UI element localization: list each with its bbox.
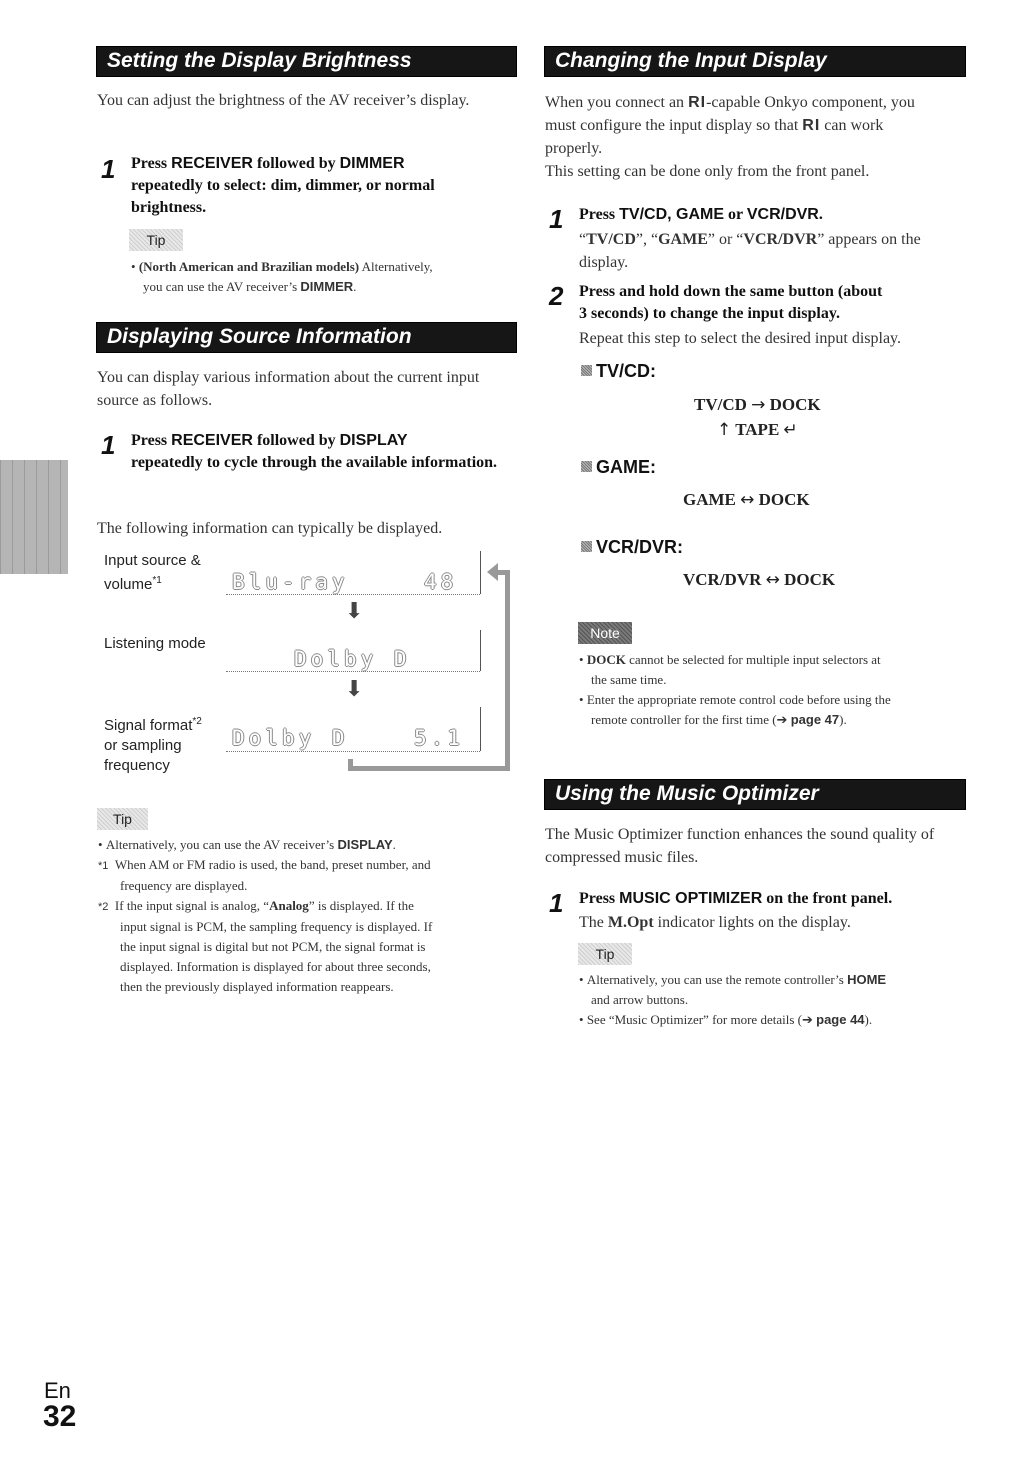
return-left-arrow-icon: ↵ — [783, 420, 798, 440]
step-number: 2 — [549, 281, 564, 311]
row2-label: Listening mode — [104, 635, 206, 652]
row3-label: Signal format$^{*2}$ or sampling frequency — [104, 716, 202, 774]
music-opt-step: Press MUSIC OPTIMIZER on the front panel. — [579, 890, 893, 907]
page-ref-link[interactable]: page 47 — [790, 712, 840, 727]
bidirectional-arrow-icon: ↔ — [765, 570, 780, 590]
page-ref-arrow-icon: ➔ — [801, 1013, 813, 1028]
section-title: Displaying Source Information — [107, 325, 412, 348]
tvcd-flow: TV/CD → DOCK — [694, 395, 821, 415]
source-info-intro: You can display various information about the current input source as follows. — [97, 369, 480, 409]
section-title: Changing the Input Display — [555, 49, 827, 72]
tip-badge: Tip — [578, 943, 632, 965]
brightness-intro: You can adjust the brightness of the AV receiver’s display. — [97, 92, 470, 109]
lcd-row1-source: Blu-ray — [232, 570, 349, 594]
input-step1: Press TV/CD, GAME or VCR/DVR. — [579, 206, 823, 223]
lcd-row3-format: Dolby D — [232, 726, 349, 750]
page-ref-link[interactable]: page 44 — [816, 1012, 865, 1027]
note-badge: Note — [578, 622, 632, 644]
section-title: Using the Music Optimizer — [555, 782, 819, 805]
tip-badge: Tip — [129, 229, 183, 251]
step-number: 1 — [549, 204, 564, 234]
vcr-flow: VCR/DVR ↔ DOCK — [683, 570, 836, 590]
music-opt-intro: The Music Optimizer function enhances the sound quality of compressed music files. — [545, 826, 935, 866]
brightness-tip-line1: • (North American and Brazilian models) Alternatively, — [131, 259, 433, 274]
lcd-row3-channels: 5.1 — [414, 726, 464, 750]
lcd-row1-volume: 48 — [424, 570, 458, 594]
music-opt-step-desc: The M.Opt indicator lights on the display. — [579, 914, 851, 931]
input-step2: Press and hold down the same button (about 3 seconds) to change the input display. — [579, 283, 883, 322]
lcd-row2-mode: Dolby D — [294, 647, 411, 671]
return-loop-line — [348, 759, 510, 771]
return-up-arrow-icon: ↑ — [717, 420, 732, 440]
bidirectional-arrow-icon: ↔ — [740, 490, 755, 510]
section-header-brightness — [96, 46, 517, 77]
music-tip-line2: • See “Music Optimizer” for more details (➔ page 44). — [579, 1012, 873, 1028]
note-line2: • Enter the appropriate remote control code before using the remote controller for the first time (➔ page 47). — [579, 692, 891, 728]
down-arrow-icon: ⬇ — [345, 677, 364, 702]
following-info-text: The following information can typically be displayed. — [97, 520, 443, 537]
music-tip-line1: • Alternatively, you can use the remote controller’s HOME and arrow buttons. — [579, 972, 887, 1007]
game-subheading: GAME: — [581, 457, 656, 478]
brightness-tip-line2: you can use the AV receiver’s DIMMER. — [143, 279, 357, 294]
right-arrow-icon: → — [751, 395, 766, 415]
input-display-intro: When you connect an RI-capable Onkyo component, you must configure the input display so that RI can work properly. This setting can be done only from the front panel. — [545, 94, 915, 180]
square-bullet-icon — [581, 461, 592, 472]
brightness-step: Press RECEIVER followed by DIMMER repeatedly to select: dim, dimmer, or normal brightness. — [131, 155, 435, 216]
return-loop-vertical — [505, 573, 510, 767]
dimmer-button-label: DIMMER — [339, 155, 405, 172]
footnote-2: *2 If the input signal is analog, “Analog” is displayed. If the input signal is PCM, the sampling frequency is displayed. If the input signal is digital but not PCM, the signal format is displayed. Information is displayed for about three seconds, then the previously displayed information reappears. — [98, 898, 433, 994]
ri-logo: RI — [802, 117, 821, 134]
tip-badge: Tip — [97, 808, 148, 830]
page-ref-arrow-icon: ➔ — [776, 713, 788, 728]
step-number: 1 — [101, 154, 116, 184]
side-tab — [0, 460, 68, 574]
tvcd-subheading: TV/CD: — [581, 361, 656, 382]
source-info-step: Press RECEIVER followed by DISPLAY repeatedly to cycle through the available information. — [131, 432, 498, 471]
game-flow: GAME ↔ DOCK — [683, 490, 810, 510]
receiver-button-label: RECEIVER — [171, 155, 253, 172]
note-line1: • DOCK cannot be selected for multiple input selectors at the same time. — [579, 652, 881, 687]
row1-label: Input source & volume$^{*1}$ — [104, 552, 201, 593]
input-step1-desc: “TV/CD”, “GAME” or “VCR/DVR” appears on the display. — [579, 231, 921, 271]
step-number: 1 — [101, 430, 116, 460]
tvcd-flow-return: ↑ TAPE ↵ — [717, 420, 798, 440]
footnote-1: *1 When AM or FM radio is used, the band, preset number, and frequency are displayed. — [98, 857, 431, 893]
square-bullet-icon — [581, 365, 592, 376]
page-number: 32 — [43, 1400, 77, 1433]
down-arrow-icon: ⬇ — [345, 599, 364, 624]
section-header-music-optimizer — [544, 779, 966, 810]
step-number: 1 — [549, 888, 564, 918]
left-arrow-icon — [487, 563, 498, 581]
vcr-subheading: VCR/DVR: — [581, 537, 683, 558]
source-tip-line: • Alternatively, you can use the AV receiver’s DISPLAY. — [98, 837, 396, 852]
section-title: Setting the Display Brightness — [107, 49, 412, 72]
input-step2-desc: Repeat this step to select the desired input display. — [579, 330, 901, 347]
section-header-source-info — [96, 322, 517, 353]
footer-language: En — [44, 1378, 71, 1403]
section-header-input-display — [544, 46, 966, 77]
square-bullet-icon — [581, 541, 592, 552]
ri-logo: RI — [688, 94, 707, 111]
